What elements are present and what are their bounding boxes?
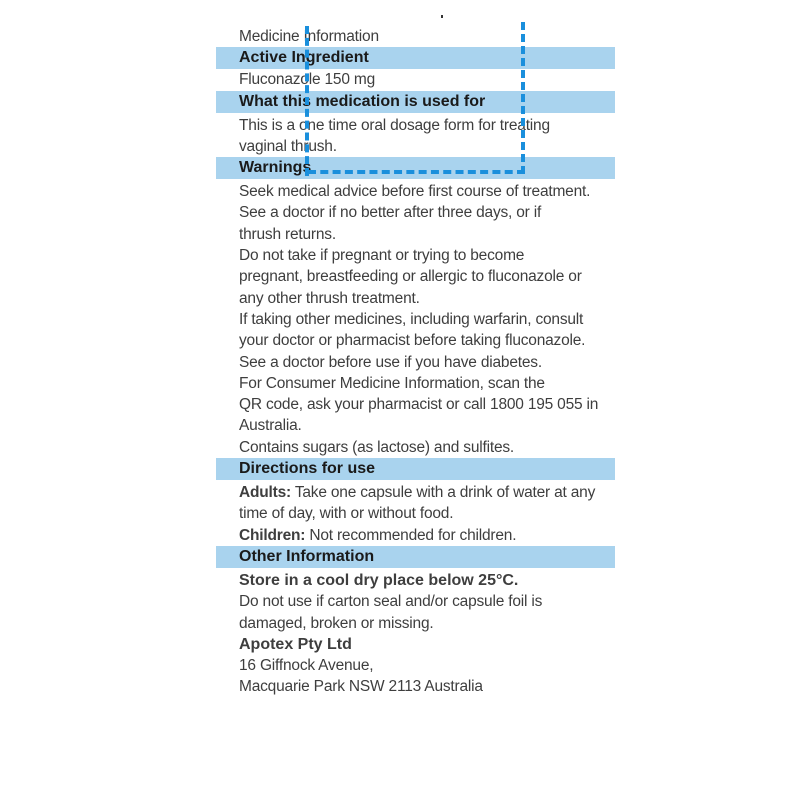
directions-adults-cont: time of day, with or without food. xyxy=(239,505,454,523)
warning-line-10: For Consumer Medicine Information, scan the xyxy=(239,374,545,392)
warning-line-3: thrush returns. xyxy=(239,225,336,243)
warning-line-11: QR code, ask your pharmacist or call 1800 195 055 in xyxy=(239,396,599,414)
children-label: Children: xyxy=(239,526,306,544)
highlight-box xyxy=(308,22,525,174)
section-heading-directions: Directions for use xyxy=(216,458,615,480)
company-name: Apotex Pty Ltd xyxy=(239,635,352,653)
warning-line-13: Contains sugars (as lactose) and sulfites. xyxy=(239,438,515,456)
warning-line-1: Seek medical advice before first course of treatment. xyxy=(239,183,591,201)
label-title: Medicine Information xyxy=(239,28,379,45)
warning-line-6: any other thrush treatment. xyxy=(239,289,420,307)
active-ingredient-text: Fluconazole 150 mg xyxy=(239,71,375,89)
directions-children xyxy=(216,525,615,546)
address-line-2: Macquarie Park NSW 2113 Australia xyxy=(239,678,483,696)
warning-line-2: See a doctor if no better after three days, or if xyxy=(239,204,542,222)
warning-line-4: Do not take if pregnant or trying to become xyxy=(239,247,525,265)
section-heading-use: What this medication is used for xyxy=(216,91,615,113)
other-line-2: damaged, broken or missing. xyxy=(239,614,434,632)
storage-instruction: Store in a cool dry place below 25°C. xyxy=(239,571,519,589)
use-line-1: This is a one time oral dosage form for treating xyxy=(239,116,550,134)
section-heading-warnings: Warnings xyxy=(216,157,615,179)
adults-text: Take one capsule with a drink of water at any xyxy=(294,484,596,502)
warning-line-5: pregnant, breastfeeding or allergic to fluconazole or xyxy=(239,268,582,286)
warning-line-9: See a doctor before use if you have diabetes. xyxy=(239,353,542,371)
address-line-1: 16 Giffnock Avenue, xyxy=(239,657,374,675)
section-heading-active-ingredient: Active Ingredient xyxy=(216,47,615,69)
stray-mark xyxy=(441,15,443,18)
other-line-1: Do not use if carton seal and/or capsule foil is xyxy=(239,593,543,611)
children-text: Not recommended for children. xyxy=(309,526,517,544)
directions-adults xyxy=(216,482,615,503)
section-heading-other: Other Information xyxy=(216,546,615,568)
adults-label: Adults: xyxy=(239,484,291,502)
warning-line-8: your doctor or pharmacist before taking fluconazole. xyxy=(239,332,586,350)
warning-line-12: Australia. xyxy=(239,417,302,435)
warning-line-7: If taking other medicines, including warfarin, consult xyxy=(239,310,584,328)
use-line-2: vaginal thrush. xyxy=(239,137,337,155)
